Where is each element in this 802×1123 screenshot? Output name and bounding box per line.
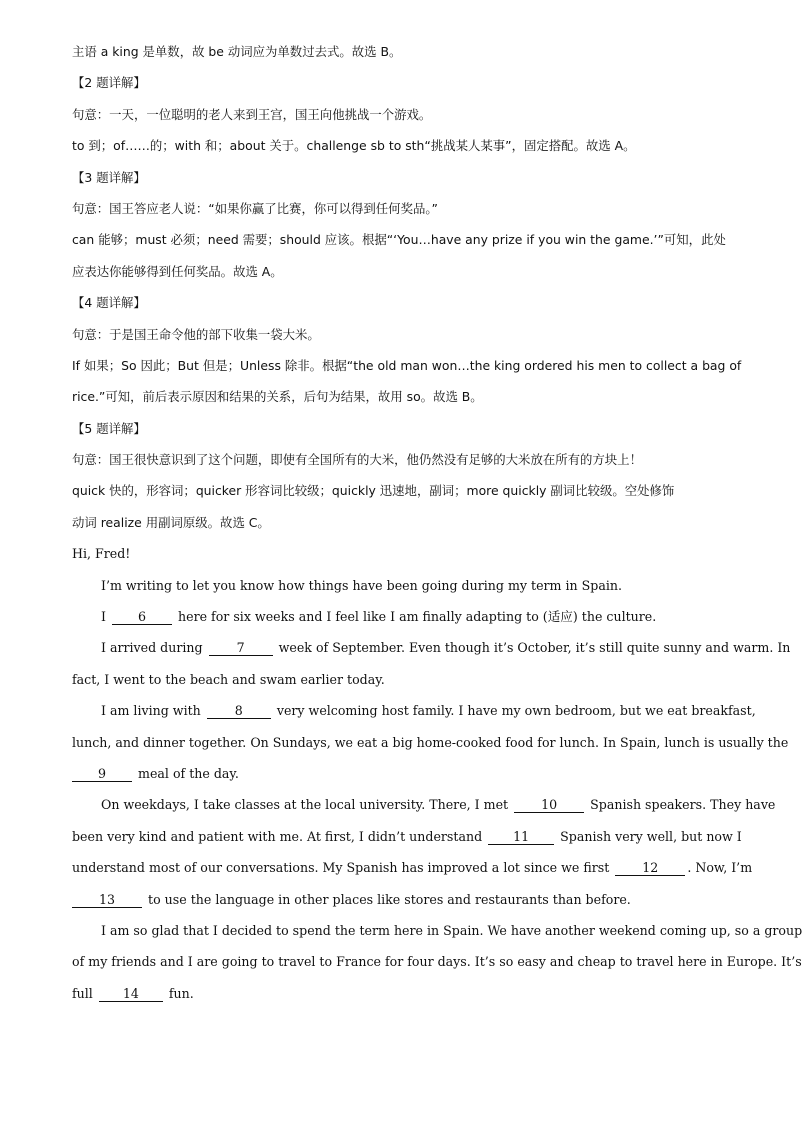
text-segment: I am living with xyxy=(101,703,201,719)
blank-8[interactable]: 8 xyxy=(207,703,271,719)
blank-10[interactable]: 10 xyxy=(514,797,584,813)
blank-14[interactable]: 14 xyxy=(99,986,163,1002)
q3-explanation-line1: can 能够；must 必须；need 需要；should 应该。根据“‘You…have any prize if you win the game.’”可知，此处 xyxy=(72,232,726,248)
q1-explanation-tail: 主语 a king 是单数，故 be 动词应为单数过去式。故选 B。 xyxy=(72,44,402,59)
letter-paragraph-5-line3 xyxy=(72,852,753,883)
q4-header: 【4 题详解】 xyxy=(72,295,146,311)
letter-paragraph-6-line2: of my friends and I are going to travel to France for four days. It’s so easy and cheap to travel here in Europe. It’s xyxy=(72,954,802,970)
document-page xyxy=(72,36,802,1009)
text-segment: fun. xyxy=(168,985,194,1001)
q2-explanation: to 到；of……的；with 和；about 关于。challenge sb to sth“挑战某人某事”，固定搭配。故选 A。 xyxy=(72,138,636,154)
text-segment: Spanish speakers. They have xyxy=(590,797,776,813)
text-segment: Spanish very well, but now I xyxy=(560,828,742,844)
letter-paragraph-3-line2: fact, I went to the beach and swam earlier today. xyxy=(72,671,385,687)
text-segment: I xyxy=(101,609,106,625)
letter-greeting: Hi, Fred! xyxy=(72,546,131,562)
letter-paragraph-3-line1 xyxy=(72,632,791,663)
letter-paragraph-4-line1 xyxy=(72,695,756,726)
blank-6[interactable]: 6 xyxy=(112,609,172,625)
blank-11[interactable]: 11 xyxy=(488,829,554,845)
letter-paragraph-5-line2 xyxy=(72,821,742,852)
letter-paragraph-1: I’m writing to let you know how things have been going during my term in Spain. xyxy=(101,577,622,593)
q3-explanation-line2: 应表达你能够得到任何奖品。故选 A。 xyxy=(72,263,283,279)
q2-header: 【2 题详解】 xyxy=(72,75,146,91)
text-segment: On weekdays, I take classes at the local university. There, I met xyxy=(101,797,509,813)
letter-paragraph-6-line3 xyxy=(72,978,724,1009)
letter-paragraph-4-line2: lunch, and dinner together. On Sundays, we eat a big home-cooked food for lunch. In Spain, lunch is usually the xyxy=(72,734,789,750)
letter-paragraph-2 xyxy=(72,601,724,632)
letter-paragraph-5-line4 xyxy=(72,884,724,915)
blank-13[interactable]: 13 xyxy=(72,892,142,908)
letter-paragraph-4-line3 xyxy=(72,758,724,789)
text-segment: meal of the day. xyxy=(138,765,239,781)
text-segment: full xyxy=(72,985,93,1001)
blank-7[interactable]: 7 xyxy=(209,640,273,656)
text-segment: I arrived during xyxy=(101,640,203,656)
q4-explanation-line2: rice.”可知，前后表示原因和结果的关系，后句为结果，故用 so。故选 B。 xyxy=(72,389,483,405)
q3-meaning: 句意：国王答应老人说：“如果你赢了比赛，你可以得到任何奖品。” xyxy=(72,200,438,216)
blank-9[interactable]: 9 xyxy=(72,766,132,782)
q2-meaning: 句意：一天，一位聪明的老人来到王宫，国王向他挑战一个游戏。 xyxy=(72,106,432,122)
text-segment: . Now, I’m xyxy=(687,860,753,876)
blank-12[interactable]: 12 xyxy=(615,860,685,876)
letter-paragraph-5-line1 xyxy=(72,789,776,820)
q5-header: 【5 题详解】 xyxy=(72,420,146,436)
text-segment: week of September. Even though it’s October, it’s still quite sunny and warm. In xyxy=(278,640,791,656)
q3-header: 【3 题详解】 xyxy=(72,169,146,185)
q5-meaning: 句意：国王很快意识到了这个问题，即使有全国所有的大米，他仍然没有足够的大米放在所有的方块上！ xyxy=(72,452,642,468)
text-segment: been very kind and patient with me. At first, I didn’t understand xyxy=(72,828,483,844)
letter-paragraph-6-line1: I am so glad that I decided to spend the term here in Spain. We have another weekend coming up, so a group xyxy=(101,922,802,938)
q4-explanation-line1: If 如果；So 因此；But 但是；Unless 除非。根据“the old man won…the king ordered his men to collect a bag of xyxy=(72,357,742,373)
text-segment: to use the language in other places like stores and restaurants than before. xyxy=(148,891,631,907)
q5-explanation-line2: 动词 realize 用副词原级。故选 C。 xyxy=(72,514,270,530)
q4-meaning: 句意：于是国王命令他的部下收集一袋大米。 xyxy=(72,326,320,342)
text-segment: understand most of our conversations. My Spanish has improved a lot since we first xyxy=(72,860,610,876)
text-segment: very welcoming host family. I have my own bedroom, but we eat breakfast, xyxy=(276,703,756,719)
text-segment: here for six weeks and I feel like I am finally adapting to (适应) the culture. xyxy=(178,609,657,625)
q5-explanation-line1: quick 快的，形容词；quicker 形容词比较级；quickly 迅速地，副词；more quickly 副词比较级。空处修饰 xyxy=(72,483,675,499)
